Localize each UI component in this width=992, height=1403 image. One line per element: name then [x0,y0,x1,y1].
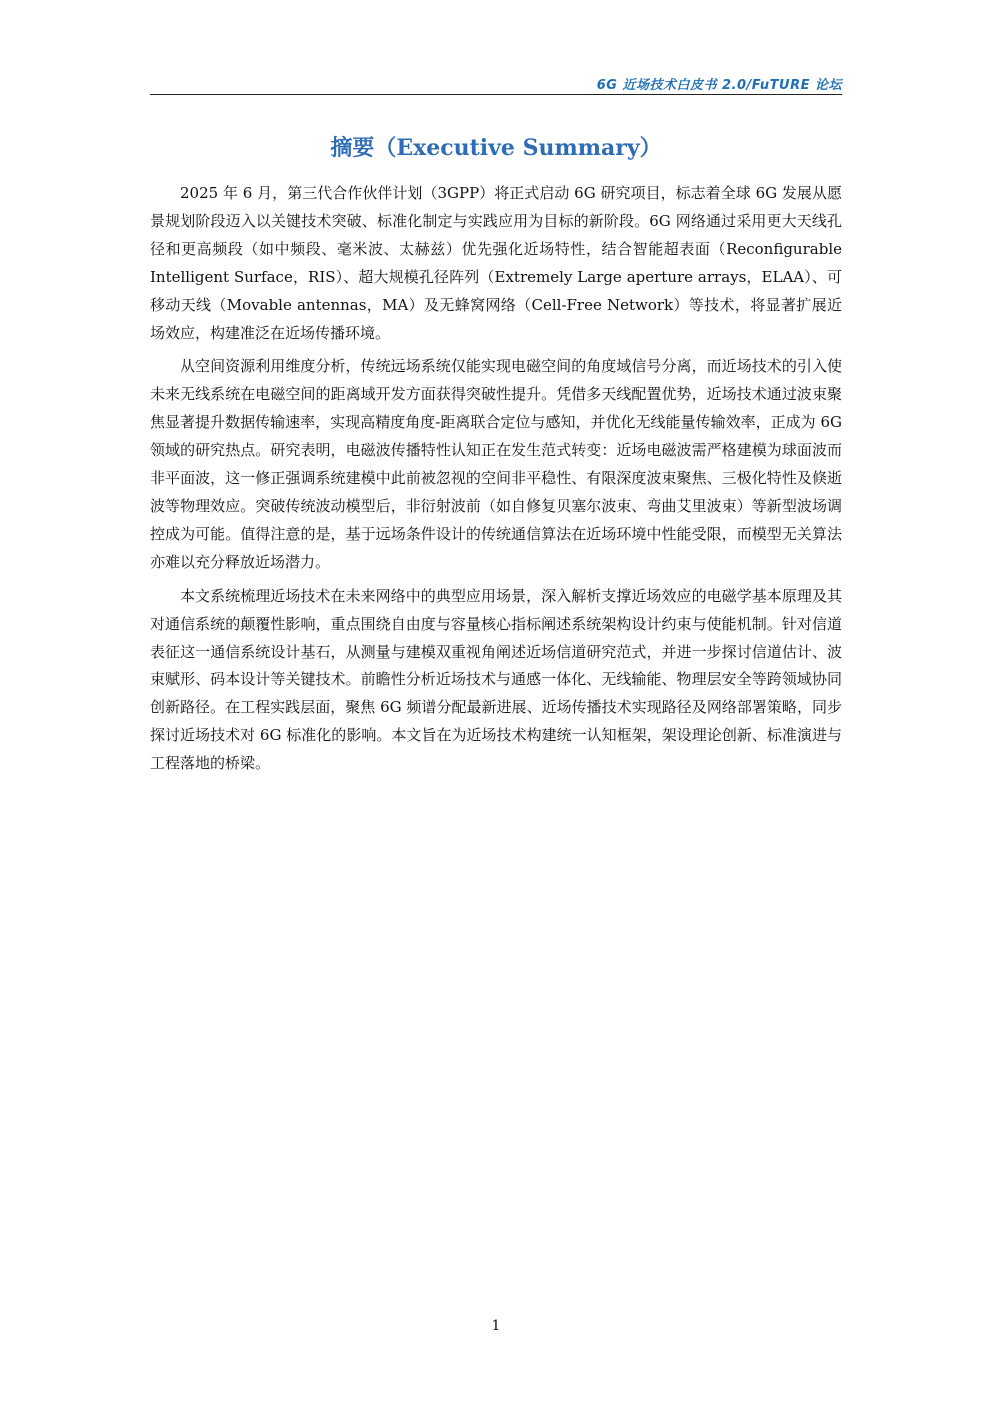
paragraph-1: 2025 年 6 月，第三代合作伙伴计划（3GPP）将正式启动 6G 研究项目，标志着全球 6G 发展从愿景规划阶段迈入以关键技术突破、标准化制定与实践应用为目标的新阶段。6G 网络通过采用更大天线孔径和更高频段（如中频段、毫米波、太赫兹）优先强化近场特性，结合智能超表面（Reconfigurable Intelligent Surface，RIS）、超大规模孔径阵列（Extremely Large aperture arrays，ELAA）、可移动天线（Movable antennas，MA）及无蜂窝网络（Cell-Free Network）等技术，将显著扩展近场效应，构建准泛在近场传播环境。 [150,184,842,342]
page-number: 1 [491,1318,501,1334]
running-header: 6G 近场技术白皮书 2.0/FuTURE 论坛 [596,78,842,93]
abstract-body [150,180,842,778]
paragraph-3: 本文系统梳理近场技术在未来网络中的典型应用场景，深入解析支撑近场效应的电磁学基本原理及其对通信系统的颠覆性影响，重点围绕自由度与容量核心指标阐述系统架构设计约束与使能机制。针对信道表征这一通信系统设计基石，从测量与建模双重视角阐述近场信道研究范式，并进一步探讨信道估计、波束赋形、码本设计等关键技术。前瞻性分析近场技术与通感一体化、无线输能、物理层安全等跨领域协同创新路径。在工程实践层面，聚焦 6G 频谱分配最新进展、近场传播技术实现路径及网络部署策略，同步探讨近场技术对 6G 标准化的影响。本文旨在为近场技术构建统一认知框架，架设理论创新、标准演进与工程落地的桥梁。 [150,586,842,773]
paragraph-2: 从空间资源利用维度分析，传统远场系统仅能实现电磁空间的角度域信号分离，而近场技术的引入使未来无线系统在电磁空间的距离域开发方面获得突破性提升。凭借多天线配置优势，近场技术通过波束聚焦显著提升数据传输速率，实现高精度角度-距离联合定位与感知，并优化无线能量传输效率，正成为 6G 领域的研究热点。研究表明，电磁波传播特性认知正在发生范式转变：近场电磁波需严格建模为球面波而非平面波，这一修正强调系统建模中此前被忽视的空间非平稳性、有限深度波束聚焦、三极化特性及倏逝波等物理效应。突破传统波动模型后，非衍射波前（如自修复贝塞尔波束、弯曲艾里波束）等新型波场调控成为可能。值得注意的是，基于远场条件设计的传统通信算法在近场环境中性能受限，而模型无关算法亦难以充分释放近场潜力。 [150,357,842,571]
header-divider [150,94,842,95]
section-title: 摘要（Executive Summary） [330,135,662,161]
